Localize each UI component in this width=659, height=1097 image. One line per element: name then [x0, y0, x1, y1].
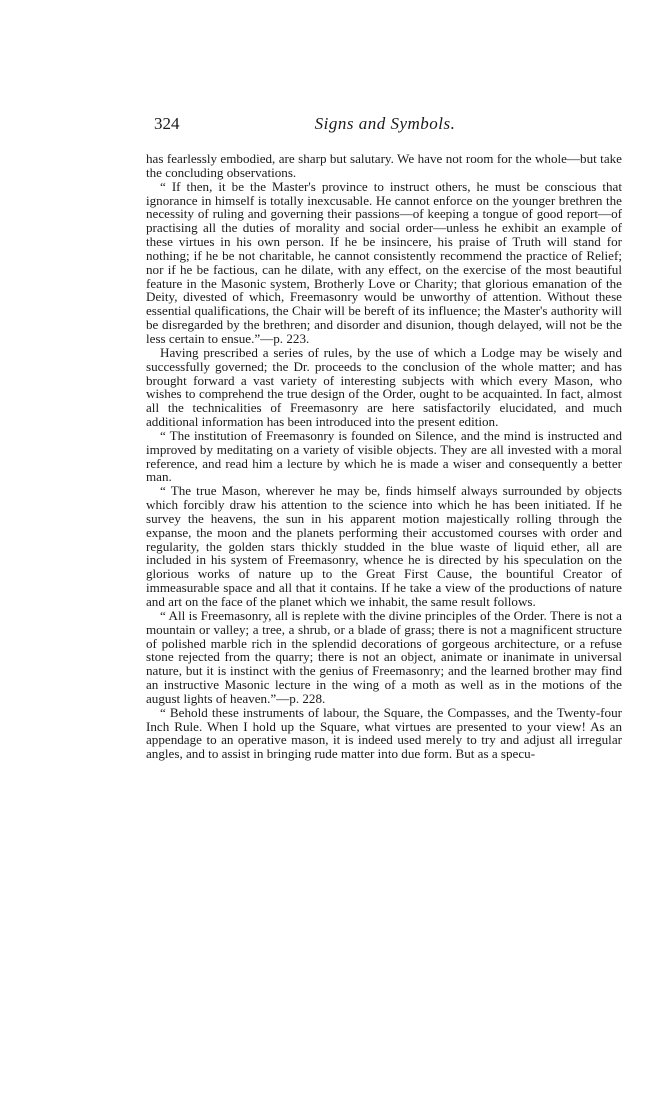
paragraph-quote-instruments: “ Behold these instruments of labour, the Square, the Compasses, and the Twenty-four Inch Rule. When I hold up the Square, what virtues are presented to your view! As an appendage to an operative mason, it is indeed used merely to try and adjust all irregular angles, and to assist in bringing rude matter into due form. But as a specu-	[146, 704, 622, 762]
running-title: Signs and Symbols.	[314, 114, 456, 133]
page-number: 324	[154, 114, 180, 133]
paragraph-rules: Having prescribed a series of rules, by the use of which a Lodge may be wisely and successfully governed; the Dr. proceeds to the conclusion of the whole matter; and has brought forward a vast variety of interesting subjects with which every Mason, who wishes to comprehend the true design of the Order, ought to be acquainted. In fact, almost all the technicalities of Freemasonry are here satisfactorily elucidated, and much additional information has been introduced into the present edition.	[146, 344, 622, 430]
page-header	[146, 114, 624, 138]
paragraph-continuation: has fearlessly embodied, are sharp but salutary. We have not room for the whole—but take the concluding observations.	[146, 151, 622, 180]
paragraph-quote-silence: “ The institution of Freemasonry is founded on Silence, and the mind is instructed and improved by meditating on a variety of visible objects. They are all invested with a moral reference, and read him a lecture by which he is made a wiser and consequently a better man.	[146, 427, 622, 485]
paragraph-quote-true-mason: “ The true Mason, wherever he may be, finds himself always surrounded by objects which forcibly draw his attention to the science into which he has been initiated. If he survey the heavens, the sun in his apparent motion majestically rolling through the expanse, the moon and the planets performing their accustomed courses with order and regularity, the golden stars thickly studded in the blue waste of liquid ether, all are included in his system of Freemasonry, whence he is directed by his speculation on the glorious works of nature up to the Great First Cause, the bountiful Creator of immeasurable space and all that it contains. If he take a view of the productions of nature and art on the face of the planet which we inhabit, the same result follows.	[146, 483, 622, 609]
paragraph-quote-all-is-freemasonry: “ All is Freemasonry, all is replete with the divine principles of the Order. There is not a mountain or valley; a tree, a shrub, or a blade of grass; there is not a magnificent structure of polished marble rich in the splendid decorations of gorgeous architecture, or a refuse stone rejected from the quarry; there is not an object, animate or inanimate in universal nature, but it is instinct with the genius of Freemasonry; and the learned brother may find an instructive Masonic lecture in the wing of a moth as well as in the motions of the august lights of heaven.”—p. 228.	[146, 607, 622, 706]
paragraph-quote-master: “ If then, it be the Master's province to instruct others, he must be conscious that ignorance in himself is totally inexcusable. He cannot enforce on the younger brethren the necessity of ruling and governing their passions—of keeping a tongue of good report—of practising all the duties of morality and social order—unless he exhibit an example of these virtues in his own person. If he be insincere, his praise of Truth will stand for nothing; if he be not charitable, he cannot consistently recommend the practice of Relief; nor if he be factious, can he dilate, with any effect, on the exercise of the most beautiful feature in the Masonic system, Brotherly Love or Charity; that glorious emanation of the Deity, divested of which, Freemasonry would be unworthy of attention. Without these essential qualifications, the Chair will be bereft of its influence; the Master's authority will be disregarded by the brethren; and disorder and disunion, though delayed, will not be the less certain to ensue.”—p. 223.	[146, 178, 622, 346]
body-text	[146, 152, 622, 761]
